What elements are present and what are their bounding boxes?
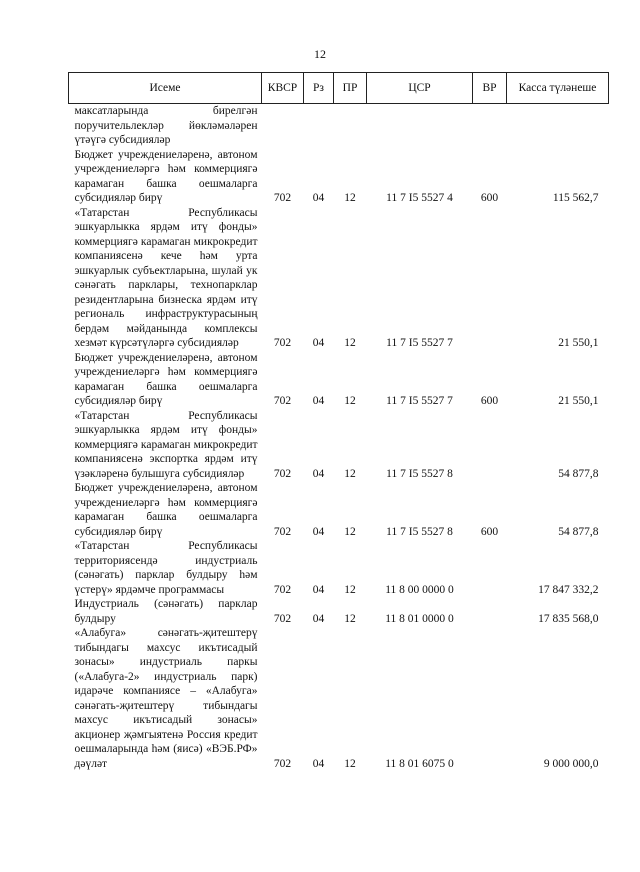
page-number: 12 [314,47,326,61]
cell-rz: 04 [312,467,325,480]
header-kvsr: КВСР [262,73,304,104]
cell-rz [304,104,334,148]
cell-vr [473,626,507,771]
cell-csr: 11 7 I5 5527 7 [386,337,453,349]
cell-kassa: 21 550,1 [558,395,599,407]
cell-rz: 04 [312,583,325,596]
table-row [69,539,609,597]
cell-name: Индустриаль (сәнәгать) парклар булдыру [74,598,258,625]
budget-table [68,72,609,771]
table-row [69,104,609,148]
cell-vr: 600 [480,192,499,204]
cell-rz: 04 [312,395,325,407]
cell-name: «Татарстан Республикасы эшкуарлыкка ярдәм итү фонды» коммерциягә карамаган микрокредит компаниясенә кече һәм урта эшкуарлык субъектларына, шулай ук сәнәгать парклары, технопарклар резидентларына бизнеска ярдәм итү региональ инфраструктурасының бердәм мәйданында комплексы хезмәт күрсәтүләргә субсидияләр [74,206,258,349]
cell-name: Бюджет учреждениеләренә, автоном учреждениеләргә һәм коммерциягә карамаган башка оешмаларга субсидияләр бирү [74,351,258,407]
cell-name: «Алабуга» сәнәгать-җитештерү тибындагы махсус икътисадый зонасы» индустриаль паркы («Алабуга-2» индустриаль парк) идарәче компаниясе – «Алабуга» сәнәгать-җитештерү тибындагы махсус икътисадый зонасы» акционер җәмгыятенә Россия кредит оешмаларында һәм (яисә) «ВЭБ.РФ» дәүләт [74,627,258,770]
header-rz: Рз [304,73,334,104]
cell-kassa: 54 877,8 [558,467,599,480]
cell-pr: 12 [344,612,356,625]
header-csr: ЦСР [367,73,473,104]
cell-rz: 04 [312,612,325,625]
cell-kvsr: 702 [273,337,292,349]
cell-vr: 600 [480,395,499,407]
cell-vr [473,597,507,626]
table-row [69,148,609,206]
cell-kvsr: 702 [273,757,292,770]
table-row [69,626,609,771]
cell-kassa: 9 000 000,0 [543,757,599,770]
table-row [69,481,609,539]
cell-csr [367,104,473,148]
cell-vr [473,539,507,597]
cell-csr: 11 7 I5 5527 8 [386,467,453,480]
cell-csr: 11 8 01 0000 0 [385,612,454,625]
cell-vr: 600 [480,525,499,538]
cell-kassa: 21 550,1 [558,337,599,349]
cell-pr: 12 [344,757,356,770]
table-row [69,409,609,482]
header-name: Исеме [69,73,262,104]
cell-vr [473,409,507,482]
header-vr: ВР [473,73,507,104]
cell-kassa: 115 562,7 [552,192,599,204]
cell-pr: 12 [344,337,356,349]
cell-pr: 12 [344,525,356,538]
cell-vr [473,104,507,148]
table-row [69,597,609,626]
table-header-row [69,73,609,104]
cell-csr: 11 7 I5 5527 8 [386,525,453,538]
table-row [69,206,609,351]
cell-pr: 12 [344,395,356,407]
cell-kassa [507,104,609,148]
cell-vr [473,206,507,351]
cell-name: максатларында бирелгән поручительлекләр йөкләмәләрен үтәүгә субсидияләр [74,105,258,146]
cell-rz: 04 [312,192,325,204]
cell-kvsr: 702 [273,192,292,204]
cell-name: Бюджет учреждениеләренә, автоном учреждениеләргә һәм коммерциягә карамаган башка оешмаларга субсидияләр бирү [74,148,258,204]
cell-csr: 11 7 I5 5527 4 [386,192,453,204]
cell-pr [334,104,367,148]
cell-pr: 12 [344,192,356,204]
cell-rz: 04 [312,337,325,349]
cell-pr: 12 [344,467,356,480]
cell-rz: 04 [312,757,325,770]
cell-kvsr [262,104,304,148]
header-pr: ПР [334,73,367,104]
cell-csr: 11 8 01 6075 0 [385,757,454,770]
header-kassa: Касса түләнеше [507,73,609,104]
table-row [69,351,609,409]
cell-csr: 11 7 I5 5527 7 [386,395,453,407]
cell-kvsr: 702 [273,395,292,407]
cell-kassa: 17 835 568,0 [538,612,599,625]
cell-kvsr: 702 [273,467,292,480]
cell-csr: 11 8 00 0000 0 [385,583,454,596]
cell-name: «Татарстан Республикасы территориясендә индустриаль (сәнәгать) парклар булдыру һәм үстерү» ярдәмче программасы [74,540,258,596]
cell-kassa: 54 877,8 [558,525,599,538]
cell-kvsr: 702 [273,583,292,596]
cell-kvsr: 702 [273,525,292,538]
cell-name: «Татарстан Республикасы эшкуарлыкка ярдәм итү фонды» коммерциягә карамаган микрокредит компаниясенә экспортка ярдәм итү үзәкләренә булышуга субсидияләр [74,409,258,480]
cell-kvsr: 702 [273,612,292,625]
cell-pr: 12 [344,583,356,596]
cell-kassa: 17 847 332,2 [538,583,599,596]
cell-name: Бюджет учреждениеләренә, автоном учреждениеләргә һәм коммерциягә карамаган башка оешмаларга субсидияләр бирү [74,482,258,538]
cell-rz: 04 [312,525,325,538]
